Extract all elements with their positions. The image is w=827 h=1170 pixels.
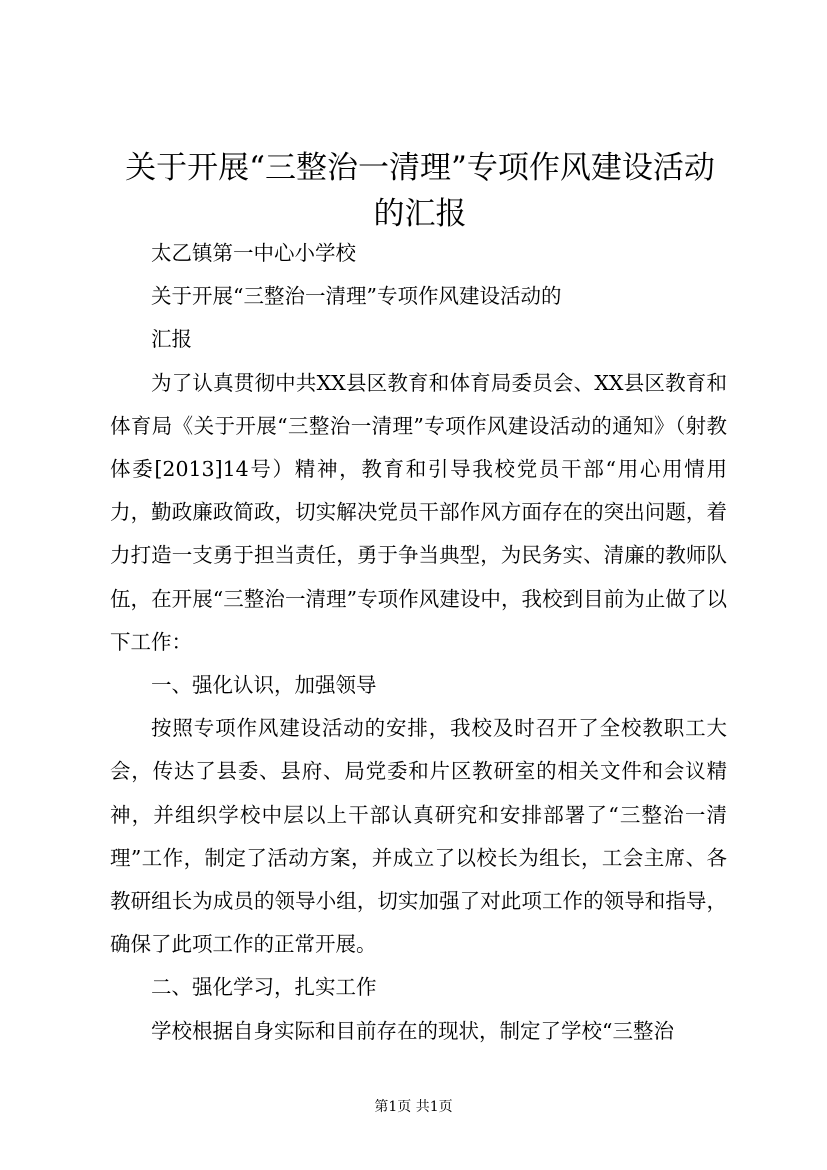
section-1-paragraph: 按照专项作风建设活动的安排，我校及时召开了全校教职工大会，传达了县委、县府、局党委和片区教研室的相关文件和会议精神，并组织学校中层以上干部认真研究和安排部署了“三整治一清理”工作，制定了活动方案，并成立了以校长为组长，工会主席、各教研组长为成员的领导小组，切实加强了对此项工作的领导和指导，确保了此项工作的正常开展。 [110, 716, 727, 957]
page-footer: 第1页 共1页 [374, 1099, 453, 1115]
title-line-1: 关于开展“三整治一清理”专项作风建设活动 [125, 150, 715, 186]
school-name: 太乙镇第一中心小学校 [151, 241, 356, 265]
subtitle-line-2: 汇报 [151, 327, 192, 352]
section-heading-2: 二、强化学习，扎实工作 [151, 975, 377, 1000]
document-body [110, 232, 727, 1053]
title-line-2: 的汇报 [373, 196, 467, 232]
intro-paragraph: 为了认真贯彻中共XX县区教育和体育局委员会、XX县区教育和体育局《关于开展“三整治一清理”专项作风建设活动的通知》（射教体委[2013]14号）精神，教育和引导我校党员干部“用心用情用力，勤政廉政简政，切实解决党员干部作风方面存在的突出问题，着力打造一支勇于担当责任，勇于争当典型，为民务实、清廉的教师队伍，在开展“三整治一清理”专项作风建设中，我校到目前为止做了以下工作： [110, 370, 727, 654]
section-2-paragraph: 学校根据自身实际和目前存在的现状，制定了学校“三整治 [151, 1018, 674, 1043]
section-heading-1: 一、强化认识，加强领导 [151, 673, 377, 698]
document-title [110, 145, 730, 237]
subtitle-line-1: 关于开展“三整治一清理”专项作风建设活动的 [151, 284, 562, 309]
